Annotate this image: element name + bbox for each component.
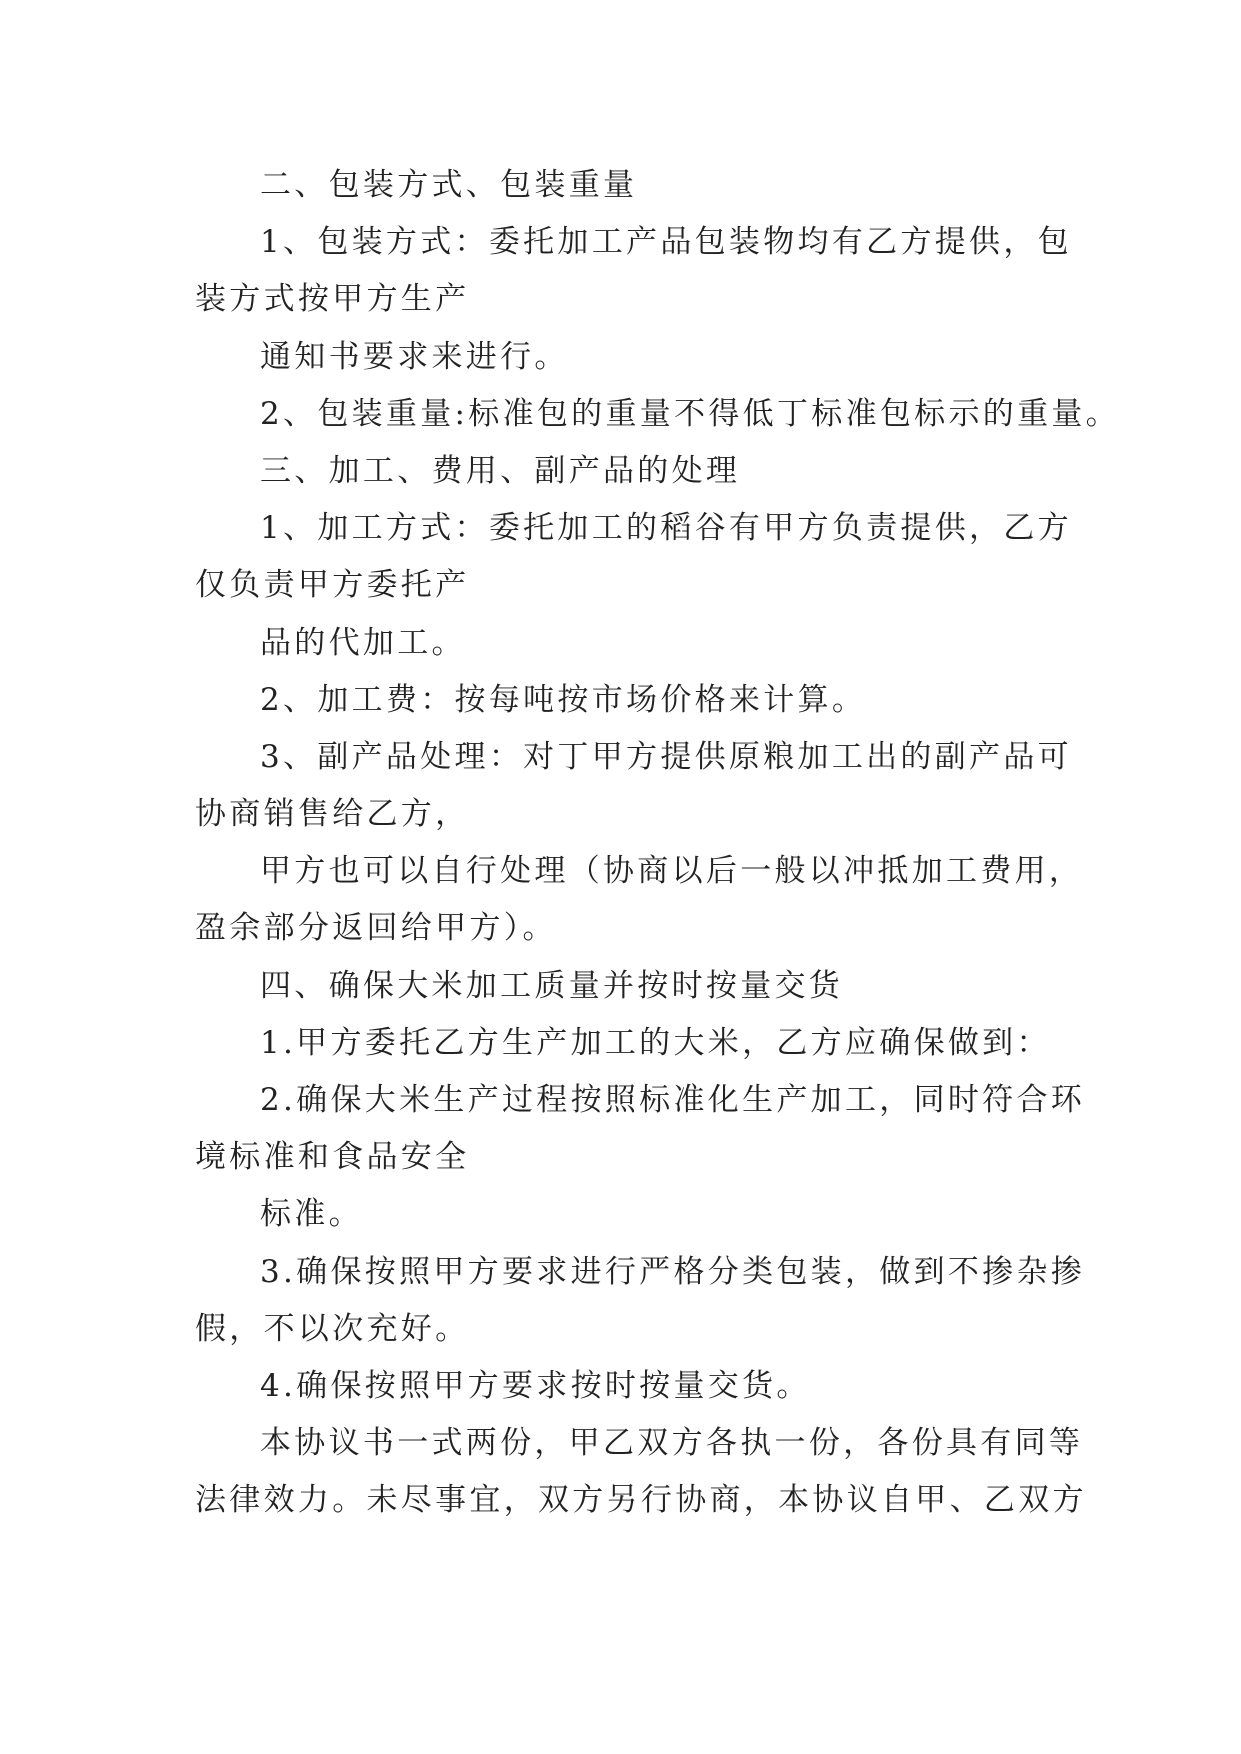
paragraph-line: 3.确保按照甲方要求进行严格分类包装，做到不掺杂掺	[260, 1253, 1086, 1290]
section-heading-processing: 三、加工、费用、副产品的处理	[260, 452, 741, 489]
paragraph-line: 本协议书一式两份，甲乙双方各执一份，各份具有同等	[260, 1425, 1084, 1462]
section-heading-quality: 四、确保大米加工质量并按时按量交货	[260, 967, 844, 1004]
paragraph-line: 品的代加工。	[260, 624, 466, 661]
paragraph-line: 2、包装重量:标准包的重量不得低丁标准包标示的重量。	[260, 395, 1120, 432]
paragraph-line: 2、加工费：按每吨按市场价格来计算。	[260, 681, 867, 718]
paragraph-line: 甲方也可以自行处理（协商以后一般以冲抵加工费用，	[260, 853, 1084, 890]
section-heading-packaging: 二、包装方式、包装重量	[260, 167, 638, 203]
paragraph-line: 1、加工方式：委托加工的稻谷有甲方负责提供，乙方	[260, 510, 1072, 547]
paragraph-line: 1.甲方委托乙方生产加工的大米，乙方应确保做到：	[260, 1024, 1051, 1061]
paragraph-line: 法律效力。未尽事宜，双方另行协商，本协议自甲、乙双方	[195, 1482, 1087, 1519]
paragraph-line: 境标准和食品安全	[195, 1139, 470, 1176]
paragraph-line: 通知书要求来进行。	[260, 338, 569, 375]
paragraph-line: 1、包装方式：委托加工产品包装物均有乙方提供，包	[260, 224, 1072, 261]
paragraph-line: 2.确保大米生产过程按照标准化生产加工，同时符合环	[260, 1082, 1086, 1118]
paragraph-line: 仅负责甲方委托产	[195, 567, 470, 604]
paragraph-line: 假，不以次充好。	[195, 1310, 470, 1347]
paragraph-line: 协商销售给乙方，	[195, 796, 470, 833]
paragraph-line: 标准。	[260, 1196, 363, 1233]
paragraph-line: 盈余部分返回给甲方）。	[195, 910, 557, 947]
paragraph-line: 3、副产品处理：对丁甲方提供原粮加工出的副产品可	[260, 738, 1072, 775]
document-body	[195, 157, 1120, 1530]
paragraph-line: 4.确保按照甲方要求按时按量交货。	[260, 1367, 811, 1404]
paragraph-line: 装方式按甲方生产	[195, 281, 470, 318]
